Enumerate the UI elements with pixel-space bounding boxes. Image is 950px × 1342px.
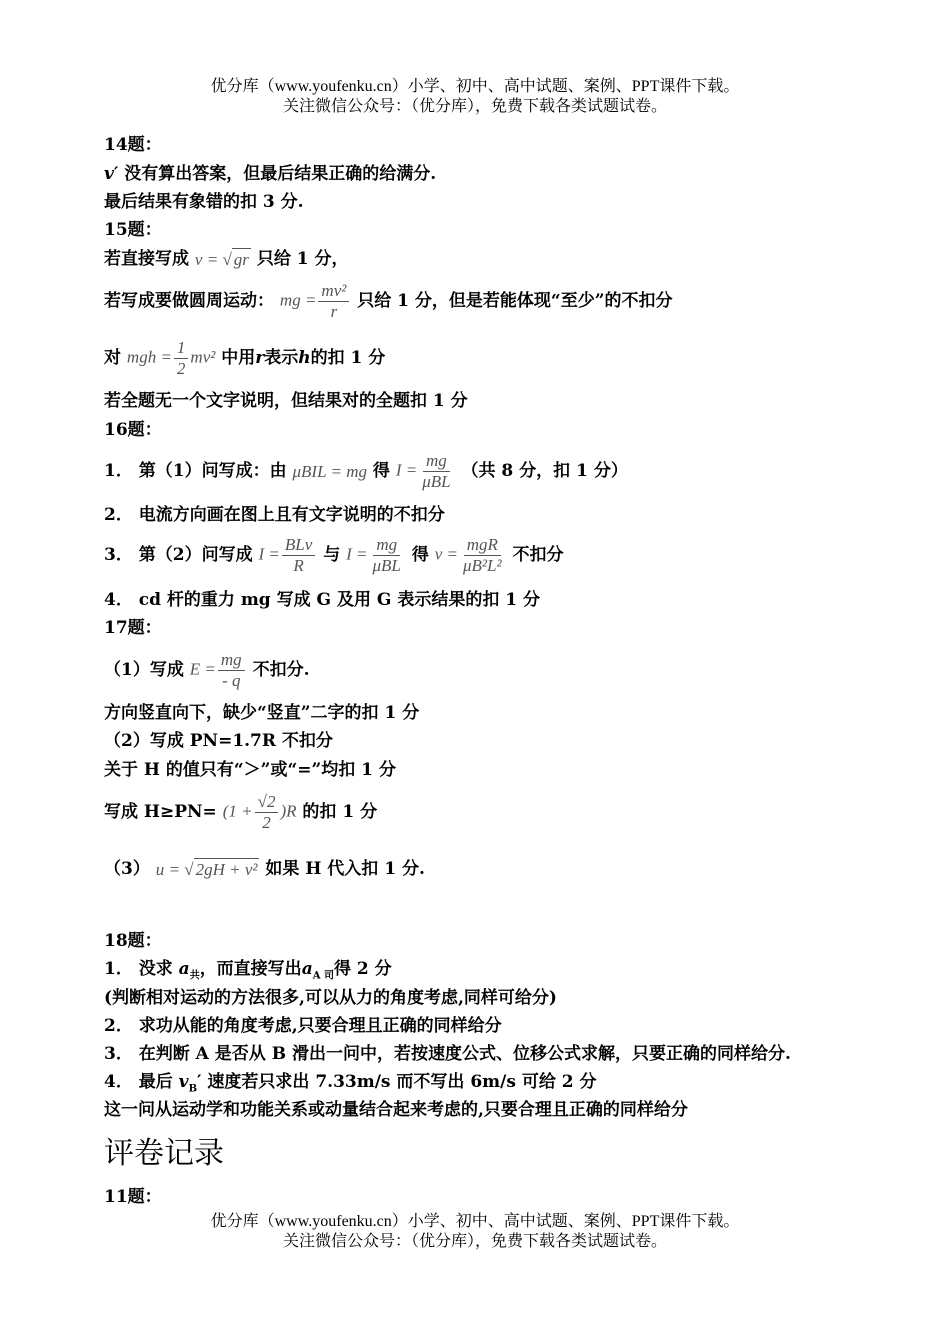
q16-i3-den1: R <box>293 556 304 575</box>
q16-i3-formula-3 <box>435 535 507 576</box>
q14-line-1-text: 没有算出答案，但最后结果正确的给满分. <box>124 164 437 184</box>
q15-l2-text-b: 只给 1 分，但是若能体现“至少”的不扣分 <box>357 291 673 311</box>
q15-l3-h: h <box>298 348 311 368</box>
q15-line-4: 若全题无一个文字说明，但结果对的全题扣 1 分 <box>104 391 468 411</box>
q18-item-1 <box>104 958 392 987</box>
q16-i1-eq: μBIL = mg <box>292 461 367 481</box>
q17-line-1 <box>104 650 310 691</box>
header-line-1: 优分库（www.youfenku.cn）小学、初中、高中试题、案例、PPT课件下载。 <box>210 78 740 95</box>
q16-i3-num1: BLv <box>282 535 315 556</box>
header-line-2: 关注微信公众号：（优分库），免费下载各类试题试卷。 <box>282 98 667 115</box>
q17-line-3: （2）写成 PN=1.7R 不扣分 <box>104 731 333 751</box>
q18-i1-a: a <box>178 959 190 979</box>
q14-line-2: 最后结果有象错的扣 3 分. <box>104 192 304 212</box>
q17-e-den: - q <box>222 671 241 690</box>
q17-e-lhs: E = <box>189 659 216 679</box>
q16-i3-num2: mg <box>373 535 400 556</box>
q16-i3-den3: μB²L² <box>463 556 502 575</box>
q16-i3-lhs3: v = <box>434 544 459 564</box>
q15-energy-den: 2 <box>176 359 186 378</box>
q17-formula-e <box>190 650 247 691</box>
q16-title: 16题： <box>104 420 162 440</box>
q15-title: 15题： <box>104 220 162 240</box>
q17-l6-text-a: （3） <box>104 859 150 879</box>
q14-title: 14题： <box>104 135 162 155</box>
q16-i1-num: mg <box>423 451 450 472</box>
q15-formula-circular <box>280 281 351 322</box>
q17-formula-pn <box>223 792 297 833</box>
q18-i1-text-c: 得 2 分 <box>333 959 392 979</box>
q15-l1-text-a: 若直接写成 <box>104 249 189 269</box>
q16-i3-lhs1: I = <box>258 544 280 564</box>
q17-l1-text-b: 不扣分. <box>252 660 310 680</box>
q18-i4-v: v <box>178 1072 189 1092</box>
q17-pn-num: √2 <box>255 792 279 813</box>
q17-l6-text-b: 如果 H 代入扣 1 分. <box>265 859 425 879</box>
q18-item-3: 3． 在判断 A 是否从 B 滑出一问中，若按速度公式、位移公式求解，只要正确的同样给分. <box>104 1044 791 1064</box>
q17-l5-text-a: 写成 H≥PN= <box>104 802 217 822</box>
q16-item-1 <box>104 451 628 492</box>
q17-pn-close: )R <box>280 801 297 821</box>
q17-e-num: mg <box>218 650 245 671</box>
q17-u-lhs: u = <box>155 860 180 879</box>
section-heading: 评卷记录 <box>104 1136 224 1171</box>
q17-l5-text-b: 的扣 1 分 <box>302 802 378 822</box>
q15-formula-energy <box>127 338 215 379</box>
q15-line-3 <box>104 338 385 379</box>
q15-l1-text-b: 只给 1 分， <box>256 249 349 269</box>
q18-item-4 <box>104 1071 597 1100</box>
q15-v-radicand: gr <box>233 250 249 269</box>
q16-item-2: 2． 电流方向画在图上且有文字说明的不扣分 <box>104 505 445 525</box>
q15-v-lhs: v = <box>194 250 219 269</box>
q15-energy-rhs: mv² <box>190 347 216 367</box>
q16-item-3 <box>104 535 564 576</box>
q17-line-6 <box>104 858 425 881</box>
q17-pn-open: (1 + <box>222 801 253 821</box>
q16-i3-formula-1 <box>259 535 318 576</box>
q18-i1-a2: a <box>301 959 313 979</box>
q15-l3-text-a: 对 <box>104 348 121 368</box>
q16-i1-text-b: 得 <box>372 461 390 481</box>
q18-i1-sub2: A 司 <box>312 970 334 982</box>
q18-i1-text-b: ，而直接写出 <box>199 959 302 979</box>
q15-line-1 <box>104 248 349 271</box>
q17-pn-den: 2 <box>262 813 271 832</box>
q15-circ-lhs: mg = <box>279 290 317 310</box>
q16-i1-text-c: （共 8 分，扣 1 分） <box>461 461 628 481</box>
q18-i4-text-a: 4． 最后 <box>104 1072 173 1092</box>
q16-i3-text-a: 3． 第（2）问写成 <box>104 545 253 565</box>
q17-formula-u: u = √ 2gH + v² <box>155 860 258 879</box>
q16-i1-text-a: 1． 第（1）问写成：由 <box>104 461 287 481</box>
q15-l3-text-d: 的扣 1 分 <box>310 348 386 368</box>
q11-title: 11题： <box>104 1187 162 1207</box>
q18-item-2: 2． 求功从能的角度考虑,只要合理且正确的同样给分 <box>104 1016 502 1036</box>
q18-i1-sub1: 共 <box>189 970 200 982</box>
q15-energy-num: 1 <box>174 338 189 359</box>
q17-l1-text-a: （1）写成 <box>104 660 184 680</box>
q16-item-4: 4． cd 杆的重力 mg 写成 G 及用 G 表示结果的扣 1 分 <box>104 590 540 610</box>
q18-i4-text-b: ′ 速度若只求出 7.33m/s 而不写出 6m/s 可给 2 分 <box>197 1072 597 1092</box>
footer-line-1: 优分库（www.youfenku.cn）小学、初中、高中试题、案例、PPT课件下载。 <box>210 1213 740 1230</box>
q17-line-2: 方向竖直向下，缺少“竖直”二字的扣 1 分 <box>104 703 420 723</box>
q15-l3-r: r <box>255 348 265 368</box>
q16-i1-den: μBL <box>422 472 451 491</box>
q18-item-1-note: (判断相对运动的方法很多,可以从力的角度考虑,同样可给分) <box>104 988 557 1008</box>
q16-i1-lhs: I = <box>395 460 418 480</box>
q17-title: 17题： <box>104 618 162 638</box>
q16-i3-text-d: 不扣分 <box>512 545 564 565</box>
q17-line-5 <box>104 792 377 833</box>
q18-i1-text-a: 1． 没求 <box>104 959 173 979</box>
q15-circ-num: mv² <box>318 281 349 302</box>
q16-i3-text-c: 得 <box>411 545 429 565</box>
q17-line-4: 关于 H 的值只有“＞”或“=”均扣 1 分 <box>104 760 396 780</box>
q15-energy-lhs: mgh = <box>126 347 172 367</box>
q15-l3-text-b: 中用 <box>221 348 256 368</box>
q15-line-2 <box>104 281 673 322</box>
q16-i1-formula <box>396 451 456 492</box>
q16-i3-num3: mgR <box>464 535 501 556</box>
q14-v-prime: v′ <box>104 164 119 184</box>
q14-line-1 <box>104 163 436 185</box>
q15-l3-text-c: 表示 <box>264 348 299 368</box>
q18-i4-sub: B <box>188 1083 198 1095</box>
q15-formula-v: v = √ gr <box>194 250 249 269</box>
q16-i3-lhs2: I = <box>346 544 368 564</box>
q16-i3-text-b: 与 <box>323 545 341 565</box>
q16-i3-den2: μBL <box>372 556 401 575</box>
footer-line-2: 关注微信公众号：（优分库），免费下载各类试题试卷。 <box>282 1233 667 1250</box>
q18-title: 18题： <box>104 931 162 951</box>
q15-l2-text-a: 若写成要做圆周运动： <box>104 291 274 311</box>
q16-i3-formula-2 <box>346 535 406 576</box>
q15-circ-den: r <box>330 302 338 321</box>
q17-u-radicand: 2gH + v² <box>195 860 258 879</box>
q18-last-line: 这一问从运动学和功能关系或动量结合起来考虑的,只要合理且正确的同样给分 <box>104 1100 688 1120</box>
